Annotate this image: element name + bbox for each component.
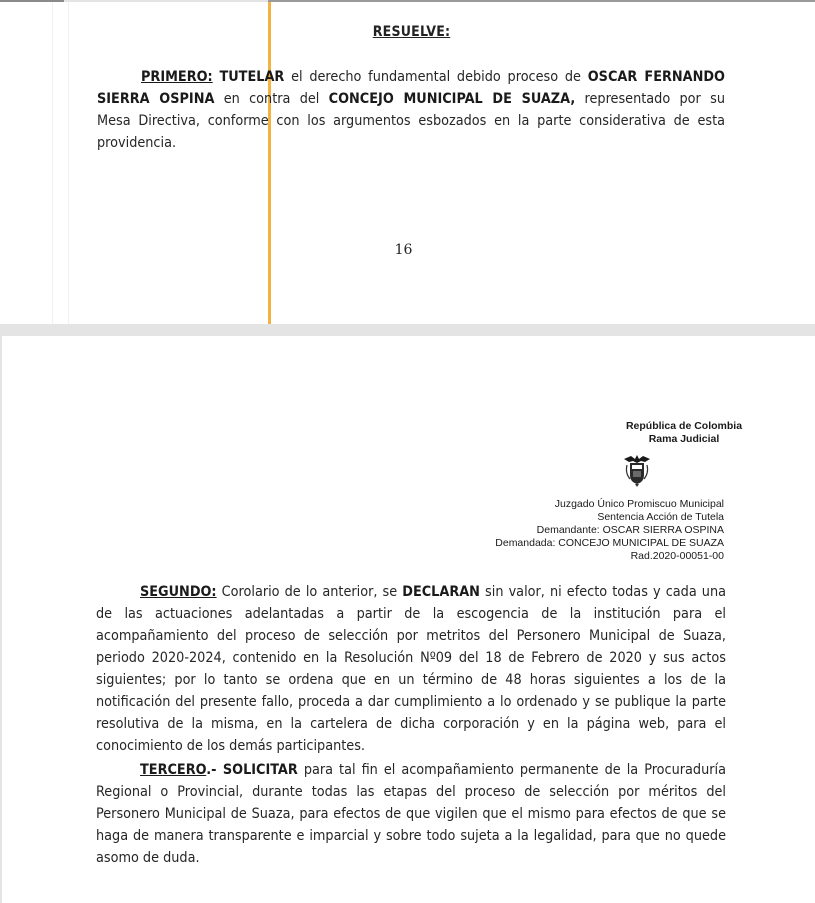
ordinal-label: PRIMERO: xyxy=(141,69,213,85)
scan-artifact-line xyxy=(68,2,69,324)
header-case-type: Sentencia Acción de Tutela xyxy=(597,511,724,523)
scan-artifact-line xyxy=(52,2,53,324)
document-page-16 xyxy=(0,2,815,324)
header-plaintiff: Demandante: OSCAR SIERRA OSPINA xyxy=(536,524,724,536)
section-heading-resuelve: RESUELVE: xyxy=(372,24,451,40)
paragraph-primero: PRIMERO: TUTELAR el derecho fundamental debido proceso de OSCAR FERNANDO SIERRA OSPINA en contra del CONCEJO MUNICIPAL DE SUAZA, representado por su Mesa Directiva, conforme con los argumentos esbozados en la parte considerativa de esta providencia. xyxy=(97,69,725,151)
header-defendant: Demandada: CONCEJO MUNICIPAL DE SUAZA xyxy=(495,537,724,549)
colombia-coat-of-arms-icon xyxy=(622,453,652,487)
ordinal-label: TERCERO xyxy=(140,762,207,778)
paragraph-segundo: SEGUNDO: Corolario de lo anterior, se DECLARAN sin valor, ni efecto todas y cada una de las actuaciones adelantadas a partir de la escogencia de la institución para el acompañamiento del proceso de selección por metritos del Personero Municipal de Suaza, periodo 2020-2024, contenido en la Resolución Nº09 del 18 de Febrero de 2020 y sus actos siguientes; por lo tanto se ordena que en un término de 48 horas siguientes a los de la notificación del presente fallo, proceda a dar cumplimiento a lo ordenado y se publique la parte resolutiva de la misma, en la cartelera de dicha corporación y en la página web, para el conocimiento de los demás participantes. xyxy=(96,584,726,754)
header-country: República de Colombia xyxy=(625,420,743,432)
paragraph-tercero: TERCERO.- SOLICITAR para tal fin el acompañamiento permanente de la Procuraduría Regional o Provincial, durante todas las etapas del proceso de selección por méritos del Personero Municipal de Suaza, para efectos de que vigilen que el mismo para efectos de que se haga de manera transparente e imparcial y sobre todo sujeta a la legalidad, para que no quede asomo de duda. xyxy=(96,762,726,866)
header-radicado: Rad.2020-00051-00 xyxy=(630,550,724,562)
header-branch: Rama Judicial xyxy=(648,433,720,445)
page-number: 16 xyxy=(394,242,413,258)
text-cursor-line xyxy=(268,2,271,324)
header-court: Juzgado Único Promiscuo Municipal xyxy=(554,498,724,510)
ordinal-label: SEGUNDO: xyxy=(140,584,217,600)
document-page-17 xyxy=(2,336,815,903)
